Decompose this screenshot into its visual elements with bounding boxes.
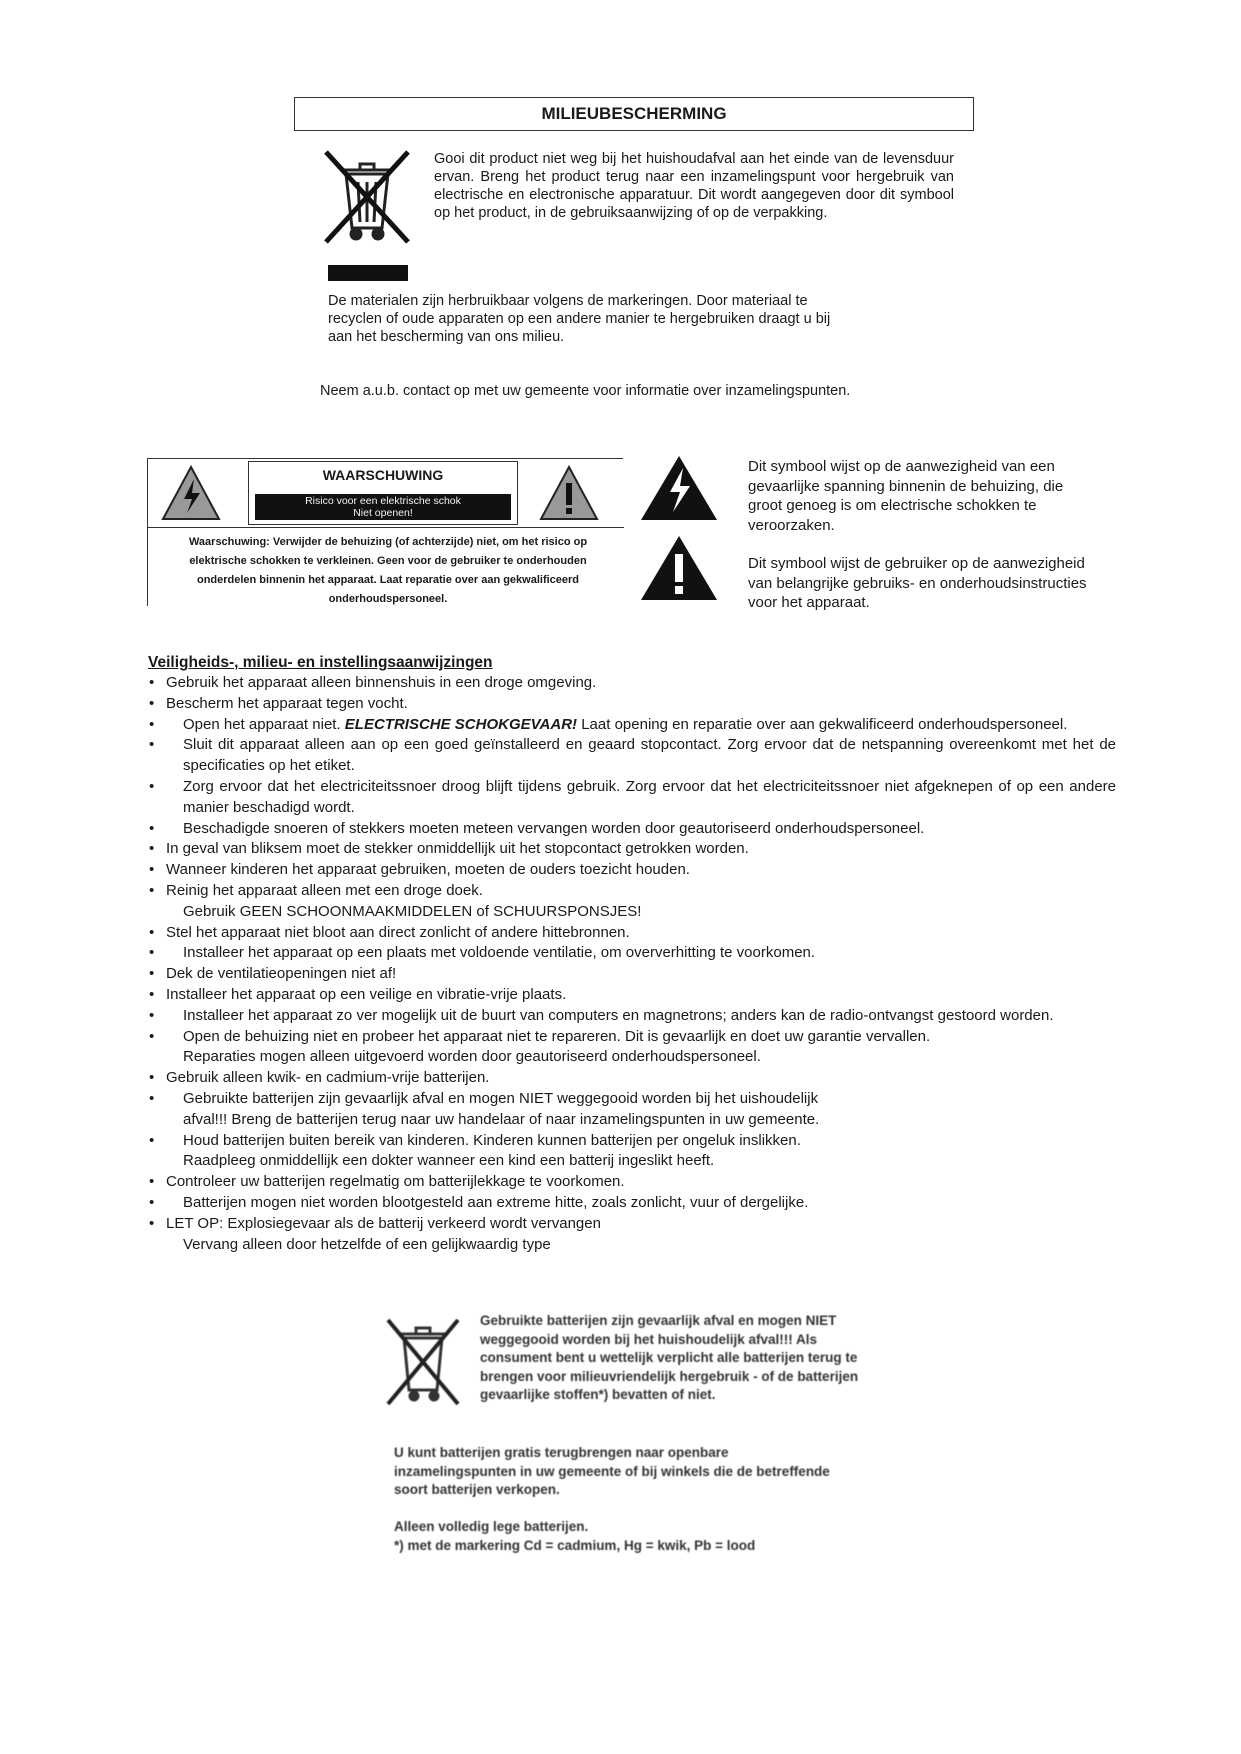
- list-item: • Houd batterijen buiten bereik van kinderen. Kinderen kunnen batterijen per ongeluk inslikken. Raadpleeg onmiddellijk een dokter wanneer een kind een batterij ingeslikt heeft.: [149, 1131, 801, 1170]
- voltage-symbol-text: Dit symbool wijst op de aanwezigheid van een gevaarlijke spanning binnenin de behuizing, die groot genoeg is om electrische schokken te veroorzaken.: [748, 458, 1064, 534]
- black-bar: [328, 265, 408, 281]
- lightning-triangle-icon: [160, 463, 222, 523]
- crossed-out-bin-icon: [384, 1316, 462, 1408]
- list-item: • Gebruik alleen kwik- en cadmium-vrije batterijen.: [149, 1069, 490, 1087]
- list-item: • Installeer het apparaat op een plaats met voldoende ventilatie, om oververhitting te voorkomen.: [149, 944, 816, 962]
- instruction-symbol-text: Dit symbool wijst de gebruiker op de aanwezigheid van belangrijke gebruiks- en onderhoudsinstructies voor het apparaat.: [748, 555, 1087, 611]
- crossed-out-wheelie-bin-icon: [318, 146, 416, 246]
- list-item: • Wanneer kinderen het apparaat gebruiken, moeten de ouders toezicht houden.: [149, 861, 690, 879]
- warning-title: WAARSCHUWING: [322, 467, 444, 483]
- materials-recycling-text: De materialen zijn herbruikbaar volgens de markeringen. Door materiaal te recyclen of oude apparaten op een andere manier te hergebruiken draagt u bij aan het bescherming van ons milieu.: [328, 293, 831, 345]
- safety-list: [148, 673, 1116, 1255]
- warning-label-banner: [255, 494, 511, 520]
- list-item: • Sluit dit apparaat alleen aan op een goed geïnstalleerd en geaard stopcontact. Zorg ervoor dat de netspanning overeenkomt met het de specificaties op het etiket.: [149, 736, 1116, 775]
- page-title: MILIEUBESCHERMING: [294, 97, 974, 131]
- warning-body-text: Waarschuwing: Verwijder de behuizing (of achterzijde) niet, om het risico op elektrische schokken te verkleinen. Geen voor de gebruiker te onderhouden onderdelen binnenin het apparaat. Laat reparatie over aan gekwalificeerd onderhoudspersoneel.: [188, 536, 588, 605]
- weee-disposal-text: Gooi dit product niet weg bij het huishoudafval aan het einde van de levensduur ervan. Breng het product terug naar een inzamelingspunt voor hergebruik van electrische en electronische apparatuur. Dit wordt aangegeven door dit symbool op het product, in de gebruiksaanwijzing of op de verpakking.: [434, 151, 954, 221]
- exclamation-triangle-icon: [538, 463, 600, 523]
- list-item: • Installeer het apparaat zo ver mogelijk uit de buurt van computers en magnetrons; anders kan de radio-ontvangst gestoord worden.: [149, 1006, 1054, 1024]
- list-item: • LET OP: Explosiegevaar als de batterij verkeerd wordt vervangen Vervang alleen door hetzelfde of een gelijkwaardig type: [149, 1214, 601, 1253]
- list-item: • Controleer uw batterijen regelmatig om batterijlekkage te voorkomen.: [149, 1173, 625, 1191]
- safety-heading: Veiligheids-, milieu- en instellingsaanwijzingen: [148, 654, 493, 671]
- list-item: • Open de behuizing niet en probeer het apparaat niet te repareren. Dit is gevaarlijk en doet uw garantie vervallen. Reparaties mogen alleen uitgevoerd worden door geautoriseerd onderhoudspersoneel.: [149, 1027, 931, 1066]
- battery-note-text: Alleen volledig lege batterijen. *) met de markering Cd = cadmium, Hg = kwik, Pb = lood: [394, 1519, 756, 1553]
- list-item: • Reinig het apparaat alleen met een droge doek. Gebruik GEEN SCHOONMAAKMIDDELEN of SCHUURSPONSJES!: [149, 881, 642, 920]
- list-item: • In geval van bliksem moet de stekker onmiddellijk uit het stopcontact getrokken worden.: [149, 840, 749, 858]
- warning-shock-risk-text: Risico voor een elektrische schok: [305, 495, 461, 507]
- list-item: • Open het apparaat niet. ELECTRISCHE SCHOKGEVAAR! Laat opening en reparatie over aan gekwalificeerd onderhoudspersoneel.: [149, 715, 1068, 733]
- battery-disposal-text: Gebruikte batterijen zijn gevaarlijk afval en mogen NIET weggegooid worden bij het huishoudelijk afval!!! Als consument bent u wettelijk verplicht alle batterijen terug te brengen voor milieuvriendelijk hergebruik - of de batterijen gevaarlijke stoffen*) bevatten of niet.: [480, 1313, 859, 1402]
- warning-divider: [148, 527, 624, 528]
- list-item: • Stel het apparaat niet bloot aan direct zonlicht of andere hittebronnen.: [149, 923, 630, 941]
- battery-info-box: [384, 1312, 874, 1572]
- list-item: • Dek de ventilatieopeningen niet af!: [149, 965, 397, 983]
- list-item: • Zorg ervoor dat het electriciteitssnoer droog blijft tijdens gebruik. Zorg ervoor dat het electriciteitssnoer niet afgeknepen of op een andere manier beschadigd wordt.: [149, 777, 1116, 816]
- list-item: • Beschadigde snoeren of stekkers moeten meteen vervangen worden door geautoriseerd onderhoudspersoneel.: [149, 819, 925, 837]
- list-item: • Gebruik het apparaat alleen binnenshuis in een droge omgeving.: [149, 674, 597, 691]
- list-item: • Gebruikte batterijen zijn gevaarlijk afval en mogen NIET weggegooid worden bij het uishoudelijk afval!!! Breng de batterijen terug naar uw handelaar of naar inzamelingspunten in uw gemeente.: [149, 1089, 820, 1128]
- list-item: • Installeer het apparaat op een veilige en vibratie-vrije plaats.: [149, 985, 567, 1003]
- list-item: • Bescherm het apparaat tegen vocht.: [149, 694, 408, 712]
- warning-do-not-open-text: Niet openen!: [353, 507, 413, 519]
- battery-return-text: U kunt batterijen gratis terugbrengen naar openbare inzamelingspunten in uw gemeente of bij winkels die de betreffende soort batterijen verkopen.: [394, 1445, 830, 1497]
- list-item: • Batterijen mogen niet worden blootgesteld aan extreme hitte, zoals zonlicht, vuur of dergelijke.: [149, 1193, 809, 1211]
- exclamation-triangle-icon: [640, 534, 718, 602]
- lightning-triangle-icon: [640, 454, 718, 522]
- shock-hazard-emphasis: ELECTRISCHE SCHOKGEVAAR!: [344, 715, 578, 733]
- warning-label-box: [248, 461, 518, 525]
- contact-municipality-text: Neem a.u.b. contact op met uw gemeente voor informatie over inzamelingspunten.: [320, 383, 851, 399]
- warning-panel: [147, 458, 623, 606]
